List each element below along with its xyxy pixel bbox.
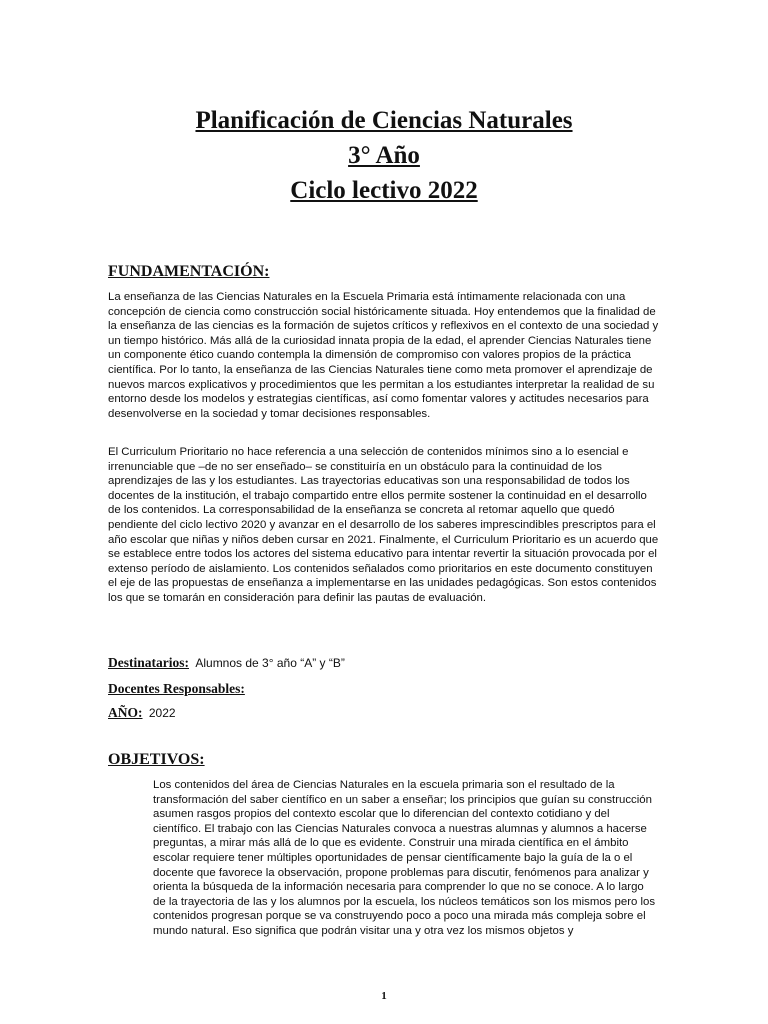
docentes-label: Docentes Responsables:: [108, 681, 245, 696]
anio-value: 2022: [148, 706, 176, 720]
objetivos-paragraph: Los contenidos del área de Ciencias Naturales en la escuela primaria son el resultado de la transformación del saber científico en un saber a enseñar; los principios que guían su construcción asumen rasgos propios del contexto escolar que lo diferencian del contexto cotidiano y del científico. El trabajo con las Ciencias Naturales convoca a nuestras alumnas y alumnos a hacerse preguntas, a mirar más allá de lo que es evidente. Construir una mirada científica en el ámbito escolar requiere tener múltiples oportunidades de pensar científicamente bajo la guía de la o el docente que favorece la observación, propone problemas para discutir, fenómenos para analizar y orienta la búsqueda de la información necesaria para comprender lo que no se conoce. A lo largo de la trayectoria de las y los alumnos por la escuela, los núcleos temáticos son los mismos pero los contenidos progresan porque se va construyendo poco a poco una mirada más compleja sobre el mundo natural. Eso significa que podrán visitar una y otra vez los mismos objetos y: [153, 779, 656, 937]
destinatarios-row: [108, 655, 345, 671]
anio-row: [108, 705, 176, 721]
destinatarios-value: Alumnos de 3° año “A” y “B”: [195, 656, 345, 670]
document-title: Planificación de Ciencias Naturales: [195, 107, 573, 134]
objetivos-heading: OBJETIVOS:: [108, 751, 205, 768]
destinatarios-label: Destinatarios:: [108, 655, 189, 670]
title-block: [0, 104, 768, 209]
fundamentacion-heading: FUNDAMENTACIÓN:: [108, 263, 270, 280]
document-year: Ciclo lectivo 2022: [290, 177, 478, 204]
fundamentacion-paragraph-2: El Curriculum Prioritario no hace referencia a una selección de contenidos mínimos sino a lo esencial e irrenunciable que –de no ser enseñado– se constituiría en un obstáculo para la continuidad de los aprendizajes de las y los estudiantes. Las trayectorias educativas son una responsabilidad de todos los docentes de la institución, el trabajo compartido entre ellos permite sostener la continuidad en el desarrollo de los contenidos. La corresponsabilidad de la enseñanza se concreta al retomar aquello que quedó pendiente del ciclo lectivo 2020 y avanzar en el desarrollo de los saberes imprescindibles prescriptos para el año escolar que niñas y niños deben cursar en 2021. Finalmente, el Curriculum Prioritario es un acuerdo que se establece entre todos los actores del sistema educativo para intentar revertir la situación provocada por el extenso período de aislamiento. Los contenidos señalados como prioritarios en este documento constituyen el eje de las propuestas de enseñanza a implementarse en las unidades pedagógicas. Son estos contenidos los que se tomarán en consideración para definir las pautas de evaluación.: [108, 446, 659, 604]
anio-label: AÑO:: [108, 705, 143, 720]
page-number: 1: [381, 990, 387, 1002]
docentes-row: [108, 681, 245, 697]
document-grade: 3° Año: [348, 142, 420, 169]
fundamentacion-paragraph-1: La enseñanza de las Ciencias Naturales en la Escuela Primaria está íntimamente relacionada con una concepción de ciencia como construcción social históricamente situada. Hoy entendemos que la finalidad de la enseñanza de las ciencias es la formación de sujetos críticos y reflexivos en el contexto de una sociedad y un tiempo histórico. Más allá de la curiosidad innata propia de la edad, el aprender Ciencias Naturales tiene un componente ético cuando contempla la dimensión de compromiso con valores propios de la práctica científica. Por lo tanto, la enseñanza de las Ciencias Naturales tiene como meta promover el aprendizaje de nuevos marcos explicativos y procedimientos que les permitan a los estudiantes interpretar la realidad de su entorno desde los modelos y estrategias científicas, así como fomentar valores y actitudes necesarios para desenvolverse en la sociedad y tomar decisiones responsables.: [108, 291, 659, 420]
